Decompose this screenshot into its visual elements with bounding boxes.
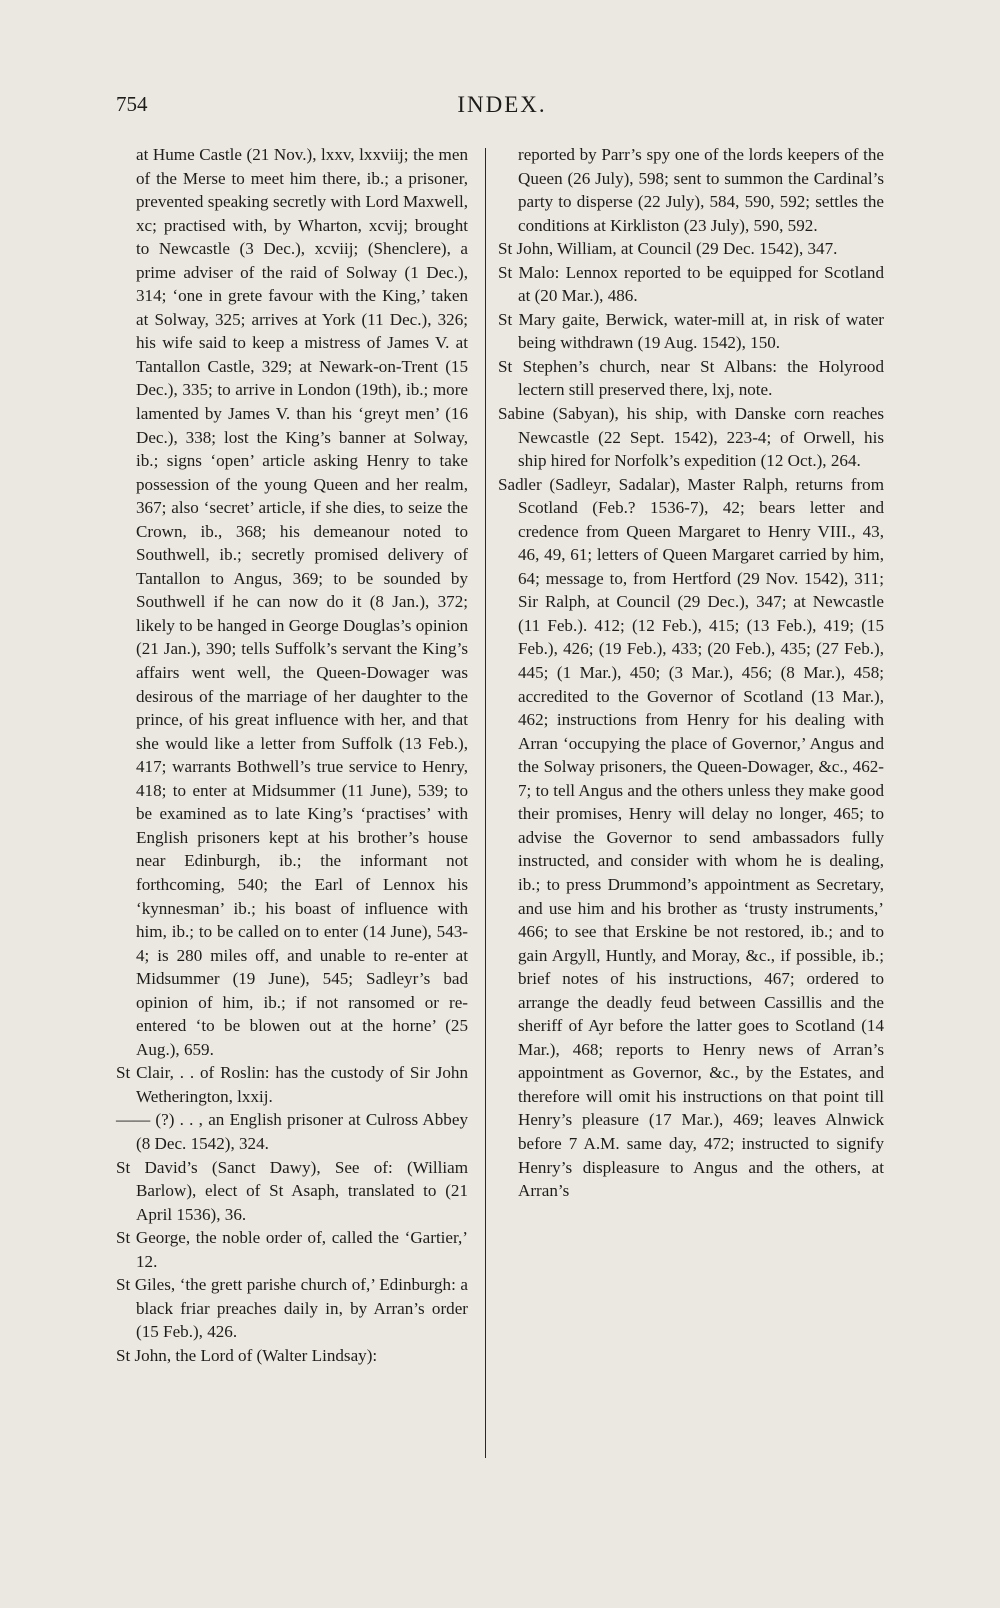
index-entry: St Stephen’s church, near St Albans: the Holyrood lectern still preserved there, lxj, note. bbox=[498, 356, 884, 400]
left-column bbox=[116, 143, 468, 1367]
index-entry-continued: reported by Parr’s spy one of the lords keepers of the Queen (26 July), 598; sent to summon the Cardinal’s party to disperse (22 July), 584, 590, 592; settles the conditions at Kirkliston (23 July), 590, 592. bbox=[518, 145, 884, 235]
running-title: INDEX. bbox=[457, 92, 547, 117]
index-entry: St George, the noble order of, called the ‘Gartier,’ 12. bbox=[116, 1228, 468, 1271]
index-entry: St John, William, at Council (29 Dec. 1542), 347. bbox=[498, 239, 838, 259]
page-header bbox=[116, 92, 888, 126]
index-entry: Sabine (Sabyan), his ship, with Danske corn reaches Newcastle (22 Sept. 1542), 223-4; of Orwell, his ship hired for Norfolk’s expedition (12 Oct.), 264. bbox=[498, 404, 884, 471]
index-entry: —— (?) . . , an English prisoner at Culross Abbey (8 Dec. 1542), 324. bbox=[116, 1110, 468, 1153]
index-entry: St Giles, ‘the grett parishe church of,’ Edinburgh: a black friar preaches daily in, by Arran’s order (15 Feb.), 426. bbox=[116, 1275, 468, 1342]
right-column bbox=[498, 143, 884, 1203]
index-entry-continued: at Hume Castle (21 Nov.), lxxv, lxxviij; the men of the Merse to meet him there, ib.; a prisoner, prevented speaking secretly with Lord Maxwell, xc; practised with, by Wharton, xcvij; brought to Newcastle (3 Dec.), xcviij; (Shenclere), a prime adviser of the raid of Solway (1 Dec.), 314; ‘one in grete favour with the King,’ taken at Solway, 325; arrives at York (11 Dec.), 326; his wife said to keep a mistress of James V. at Tantallon Castle, 329; at Newark-on-Trent (15 Dec.), 335; to arrive in London (19th), ib.; more lamented by James V. than his ‘greyt men’ (16 Dec.), 338; lost the King’s banner at Solway, ib.; signs ‘open’ article asking Henry to take possession of the young Queen and her realm, 367; also ‘secret’ article, if she dies, to seize the Crown, ib., 368; his demeanour noted to Southwell, ib.; secretly promised delivery of Tantallon to Angus, 369; to be sounded by Southwell if he can now do it (8 Jan.), 372; likely to be hanged in George Douglas’s opinion (21 Jan.), 390; tells Suffolk’s servant the King’s affairs went well, the Queen-Dowager was desirous of the marriage of her daughter to the prince, of his great influence with her, and that she would like a letter from Suffolk (13 Feb.), 417; warrants Bothwell’s true service to Henry, 418; to enter at Midsummer (11 June), 539; to be examined as to late King’s ‘practises’ with English prisoners kept at his brother’s house near Edinburgh, ib.; the informant not forthcoming, 540; the Earl of Lennox his ‘kynnesman’ ib.; his boast of influence with him, ib.; to be called on to enter (14 June), 543-4; is 280 miles off, and unable to re-enter at Midsummer (19 June), 545; Sadleyr’s bad opinion of him, ib.; if not ransomed or re-entered ‘to be blowen out at the horne’ (25 Aug.), 659. bbox=[136, 145, 468, 1059]
index-entry: St David’s (Sanct Dawy), See of: (William Barlow), elect of St Asaph, translated to (21 April 1536), 36. bbox=[116, 1157, 468, 1224]
index-entry: St Clair, . . of Roslin: has the custody of Sir John Wetherington, lxxij. bbox=[116, 1063, 468, 1106]
index-entry: St Malo: Lennox reported to be equipped for Scotland at (20 Mar.), 486. bbox=[498, 262, 884, 306]
column-divider bbox=[485, 148, 486, 1458]
index-entry: St John, the Lord of (Walter Lindsay): bbox=[116, 1345, 378, 1365]
index-entry: Sadler (Sadleyr, Sadalar), Master Ralph, returns from Scotland (Feb.? 1536-7), 42; bears letter and credence from Queen Margaret to Henry VIII., 43, 46, 49, 61; letters of Queen Margaret carried by him, 64; message to, from Hertford (29 Nov. 1542), 311; Sir Ralph, at Council (29 Dec.), 347; at Newcastle (11 Feb.). 412; (12 Feb.), 415; (13 Feb.), 419; (15 Feb.), 426; (19 Feb.), 433; (20 Feb.), 435; (27 Feb.), 445; (1 Mar.), 450; (3 Mar.), 456; (8 Mar.), 458; accredited to the Governor of Scotland (13 Mar.), 462; instructions from Henry for his dealing with Arran ‘occupying the place of Governor,’ Angus and the Solway prisoners, the Queen-Dowager, &c., 462-7; to tell Angus and the others unless they make good their promises, Henry will delay no longer, 465; to advise the Governor to send ambassadors fully instructed, and consider with whom he is dealing, ib.; to press Drummond’s appointment as Secretary, and use him and his brother as ‘trusty instruments,’ 466; to see that Erskine be not restored, ib.; and to gain Argyll, Huntly, and Moray, &c., if possible, ib.; brief notes of his instructions, 467; ordered to arrange the deadly feud between Cassillis and the sheriff of Ayr before the latter goes to Scotland (14 Mar.), 468; reports to Henry news of Arran’s appointment as Governor, &c., by the Estates, and therefore will omit his instructions on that point till Henry’s pleasure (17 Mar.), 469; leaves Alnwick before 7 A.M. same day, 472; instructed to signify Henry’s displeasure to Angus and the others, at Arran’s bbox=[498, 474, 884, 1201]
index-entry: St Mary gaite, Berwick, water-mill at, in risk of water being withdrawn (19 Aug. 1542), 150. bbox=[498, 309, 884, 353]
page-number: 754 bbox=[116, 92, 148, 116]
